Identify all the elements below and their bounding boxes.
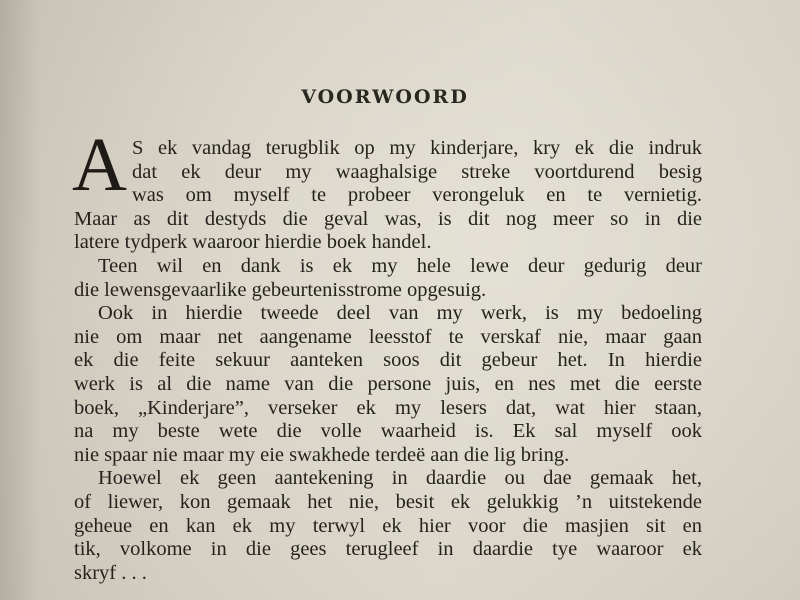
text-line: Ook in hierdie tweede deel van my werk, is my bedoeling	[98, 302, 702, 325]
text-line: Maar as dit destyds die geval was, is dit nog meer so in die	[74, 207, 702, 230]
text-line: werk is al die name van die persone juis, en nes met die eerste	[74, 372, 702, 395]
text-line: skryf . . .	[74, 561, 147, 584]
text-line: die lewensgevaarlike gebeurtenisstrome opgesuig.	[74, 278, 487, 301]
text-line: tik, volkome in die gees terugleef in daardie tye waaroor ek	[74, 538, 702, 561]
text-line: boek, „Kinderjare”, verseker ek my lesers dat, wat hier staan,	[74, 396, 702, 419]
text-line: geheue en kan ek my terwyl ek hier voor die masjien sit en	[74, 514, 702, 537]
text-line: of liewer, kon gemaak het nie, besit ek gelukkig ’n uitstekende	[74, 490, 702, 513]
text-line: S ek vandag terugblik op my kinderjare, kry ek die indruk	[132, 137, 702, 159]
text-line: latere tydperk waaroor hierdie boek handel.	[74, 231, 432, 254]
text-line: ek die feite sekuur aanteken soos dit gebeur het. In hierdie	[74, 349, 702, 372]
text-line: nie om maar net aangename leesstof te verskaf nie, maar gaan	[74, 325, 702, 348]
text-line: Teen wil en dank is ek my hele lewe deur gedurig deur	[98, 254, 702, 277]
chapter-title: VOORWOORD	[301, 86, 469, 108]
text-line: na my beste wete die volle waarheid is. Ek sal myself ook	[74, 420, 702, 443]
text-line: nie spaar nie maar my eie swakhede terdeë aan die lig bring.	[74, 443, 570, 466]
drop-cap: A	[72, 123, 127, 207]
body-text	[74, 137, 702, 585]
text-line: was om myself te probeer verongeluk en te vernietig.	[132, 184, 702, 207]
text-line: dat ek deur my waaghalsige streke voortdurend besig	[132, 160, 702, 183]
text-line: Hoewel ek geen aantekening in daardie ou dae gemaak het,	[98, 467, 702, 490]
